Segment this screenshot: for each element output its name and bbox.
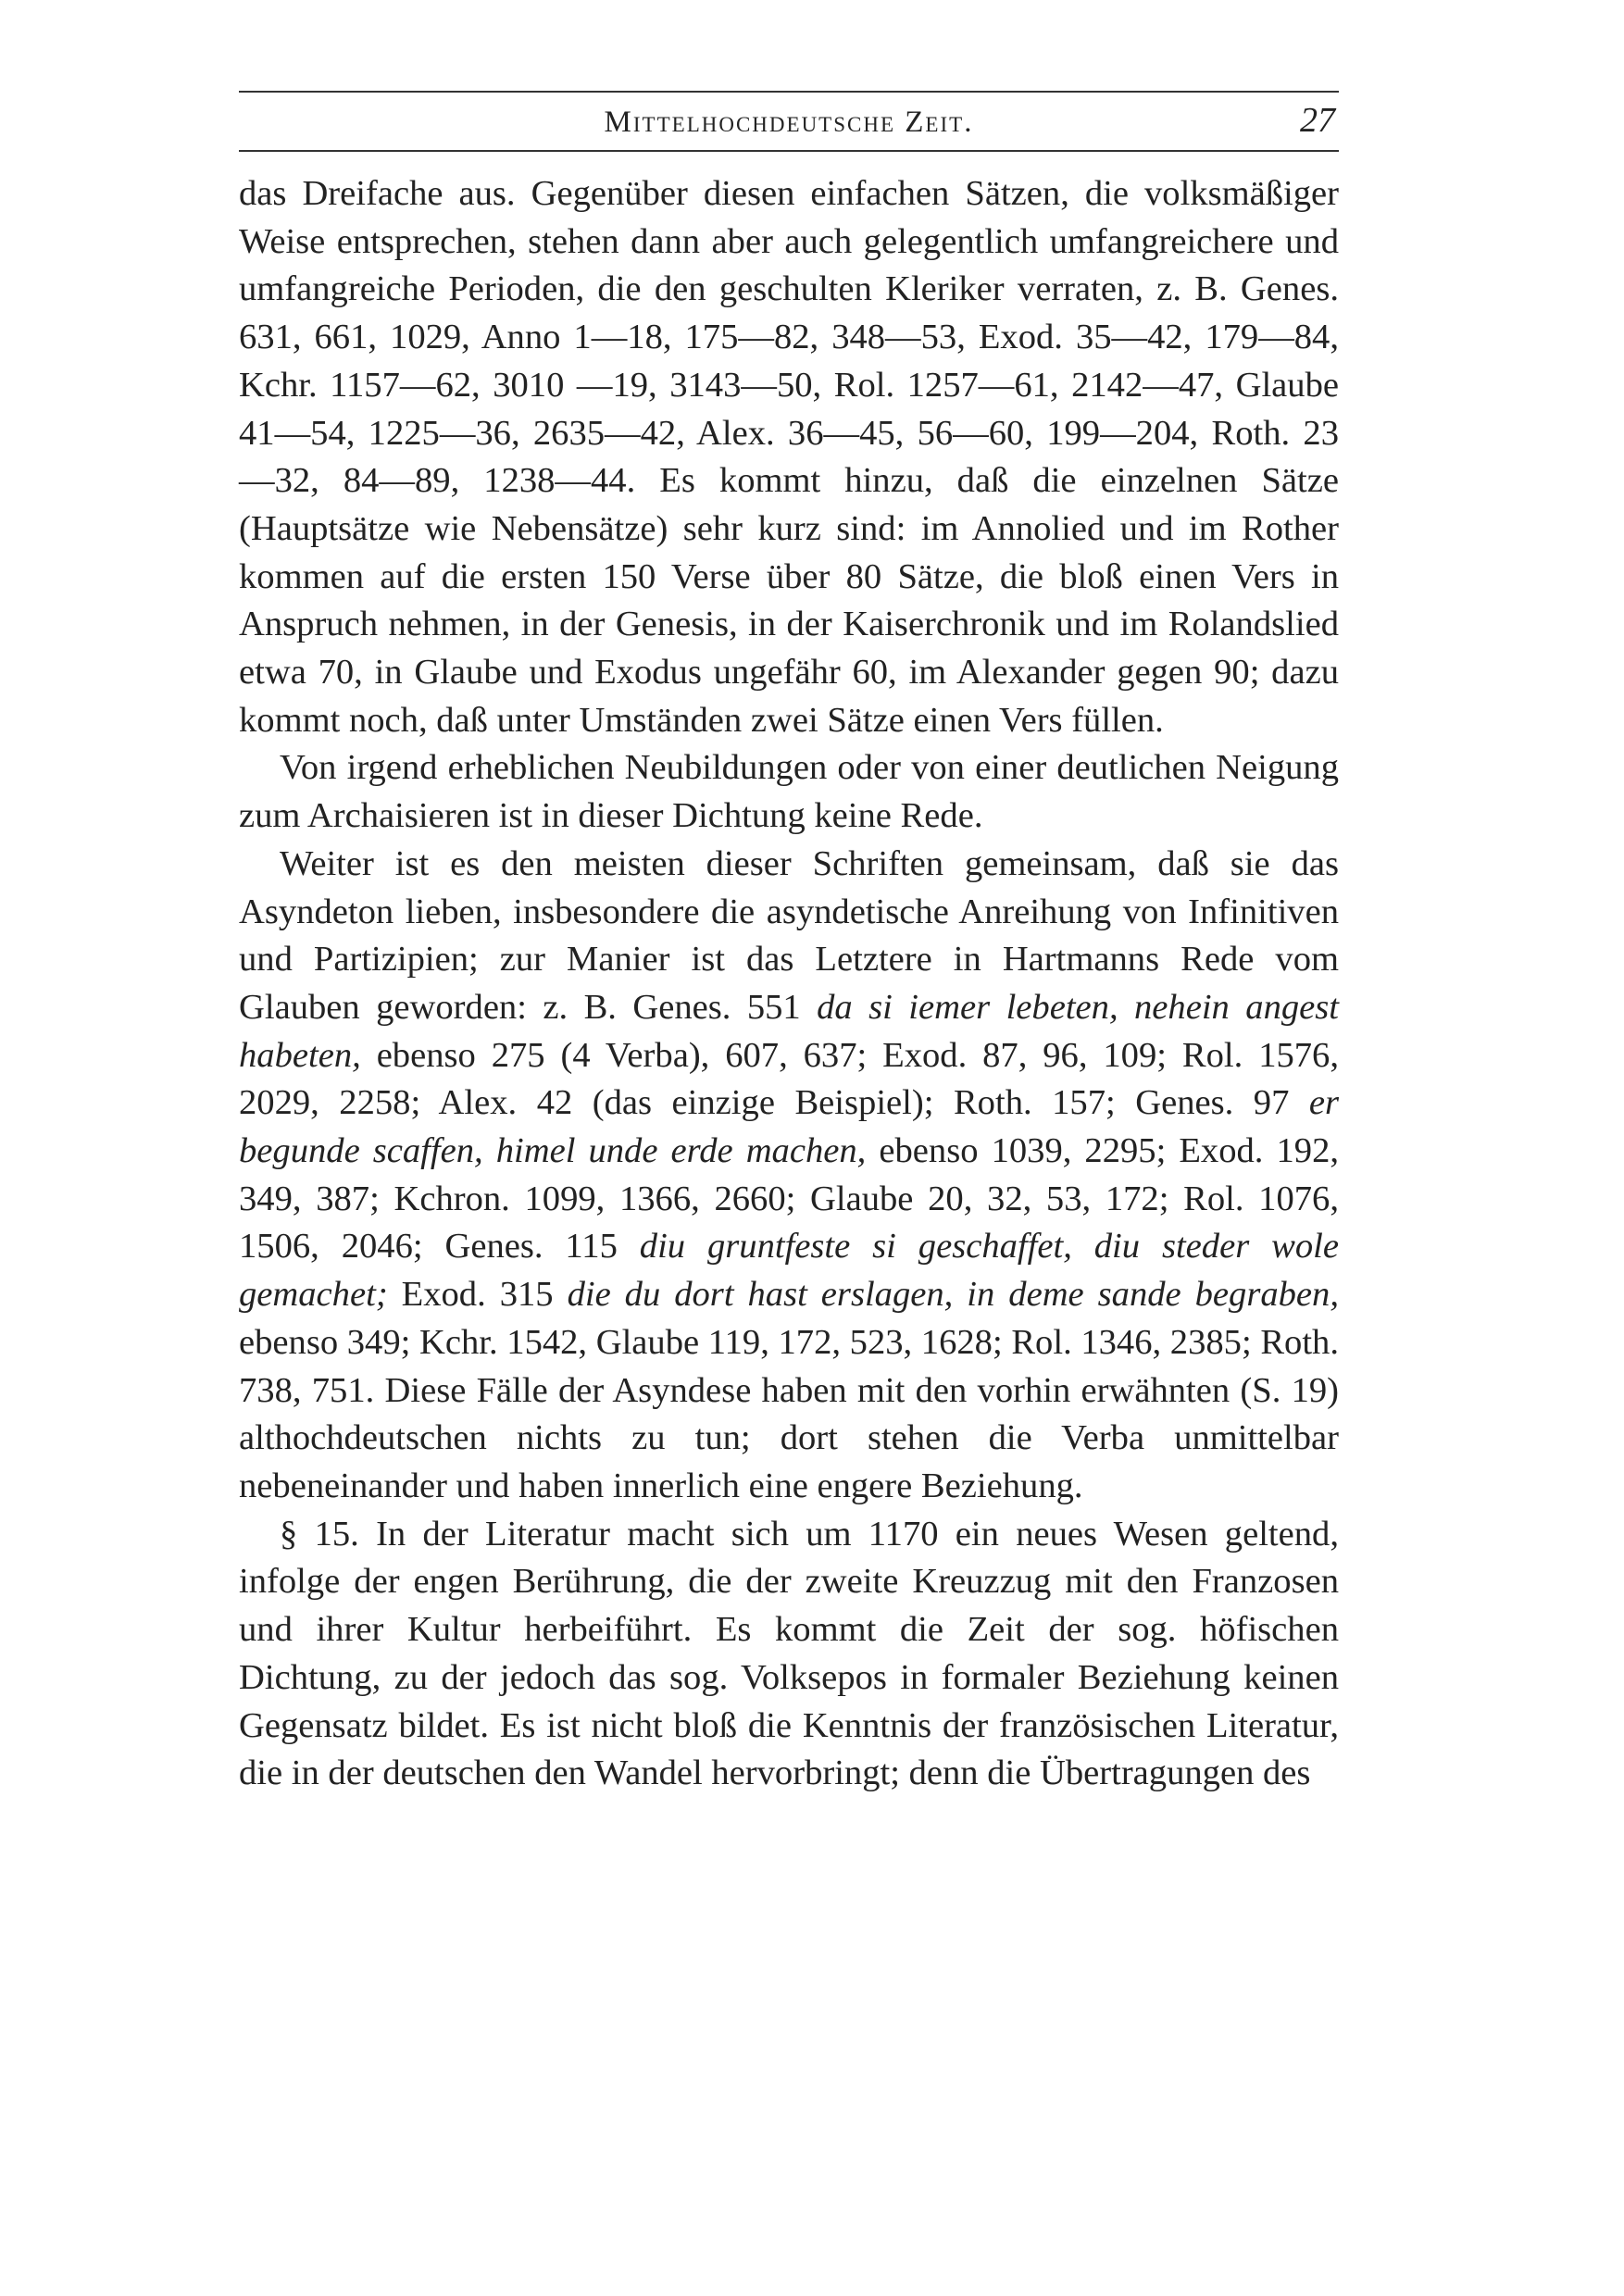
text-segment: § 15. In der Literatur macht sich um 1170 ein neues Wesen geltend, infolge der engen Berührung, die der zweite Kreuzzug mit den Franzosen und ihrer Kultur herbeiführt. Es kommt die Zeit der sog. höfischen Dichtung, zu der jedoch das sog. Volksepos in formaler Beziehung keinen Gegensatz bildet. Es ist nicht bloß die Kenntnis der französischen Literatur, die in der deutschen den Wandel hervorbringt; denn die Übertragungen des [239, 1514, 1339, 1793]
book-page [239, 91, 1339, 1798]
text-segment: Weiter ist es den meisten dieser Schriften gemeinsam, daß sie das Asyndeton lieben, insbesondere die asyndetische Anreihung von Infinitiven und Partizipien; zur Manier ist das Letztere in Hartmanns Rede vom Glauben geworden: z. B. Genes. 551 [239, 843, 1339, 1027]
page-number: 27 [1300, 101, 1335, 140]
quoted-verse: da si iemer lebeten, nehein angest habeten, [239, 987, 1339, 1075]
paragraph-3 [239, 841, 1339, 1511]
quoted-verse: die du dort hast erslagen, in deme sande begraben, [567, 1275, 1339, 1315]
paragraph-4-section-15 [239, 1511, 1339, 1798]
paragraph-1 [239, 170, 1339, 744]
running-title: Mittelhochdeutsche Zeit. [604, 106, 974, 139]
text-segment: Exod. 315 [401, 1275, 568, 1315]
quoted-verse: diu gruntfeste si geschaffet, diu steder wole gemachet; [239, 1227, 1339, 1315]
paragraph-2 [239, 744, 1339, 840]
text-segment: Von irgend erheblichen Neubildungen oder von einer deutlichen Neigung zum Archaisieren ist in dieser Dichtung keine Rede. [239, 748, 1339, 836]
text-segment: ebenso 1039, 2295; Exod. 192, 349, 387; Kchron. 1099, 1366, 2660; Glaube 20, 32, 53, 172; Rol. 1076, 1506, 2046; Genes. 115 [239, 1131, 1340, 1267]
page-header [239, 91, 1339, 152]
text-segment: das Dreifache aus. Gegenüber diesen einfachen Sätzen, die volksmäßiger Weise entsprechen, stehen dann aber auch gelegentlich umfangreichere und umfangreiche Perioden, die den geschulten Kleriker verraten, z. B. Genes. 631, 661, 1029, Anno 1—18, 175—82, 348—53, Exod. 35—42, 179—84, Kchr. 1157—62, 3010 —19, 3143—50, Rol. 1257—61, 2142—47, Glaube 41—54, 1225—36, 2635—42, Alex. 36—45, 56—60, 199—204, Roth. 23 —32, 84—89, 1238—44. Es kommt hinzu, daß die einzelnen Sätze (Hauptsätze wie Nebensätze) sehr kurz sind: im Annolied und im Rother kommen auf die ersten 150 Verse über 80 Sätze, die bloß einen Vers in Anspruch nehmen, in der Genesis, in der Kaiserchronik und im Rolandslied etwa 70, in Glaube und Exodus ungefähr 60, im Alexander gegen 90; dazu kommt noch, daß unter Umständen zwei Sätze einen Vers füllen. [239, 174, 1339, 740]
text-segment: ebenso 275 (4 Verba), 607, 637; Exod. 87, 96, 109; Rol. 1576, 2029, 2258; Alex. 42 (das einzige Beispiel); Roth. 157; Genes. 97 [239, 1035, 1339, 1123]
quoted-verse: er begunde scaffen, himel unde erde machen, [239, 1083, 1339, 1171]
text-segment: ebenso 349; Kchr. 1542, Glaube 119, 172, 523, 1628; Rol. 1346, 2385; Roth. 738, 751. Diese Fälle der Asyndese haben mit den vorhin erwähnten (S. 19) althochdeutschen nichts zu tun; dort stehen die Verba unmittelbar nebeneinander und haben innerlich eine engere Beziehung. [239, 1322, 1339, 1505]
body-text [239, 170, 1339, 1798]
